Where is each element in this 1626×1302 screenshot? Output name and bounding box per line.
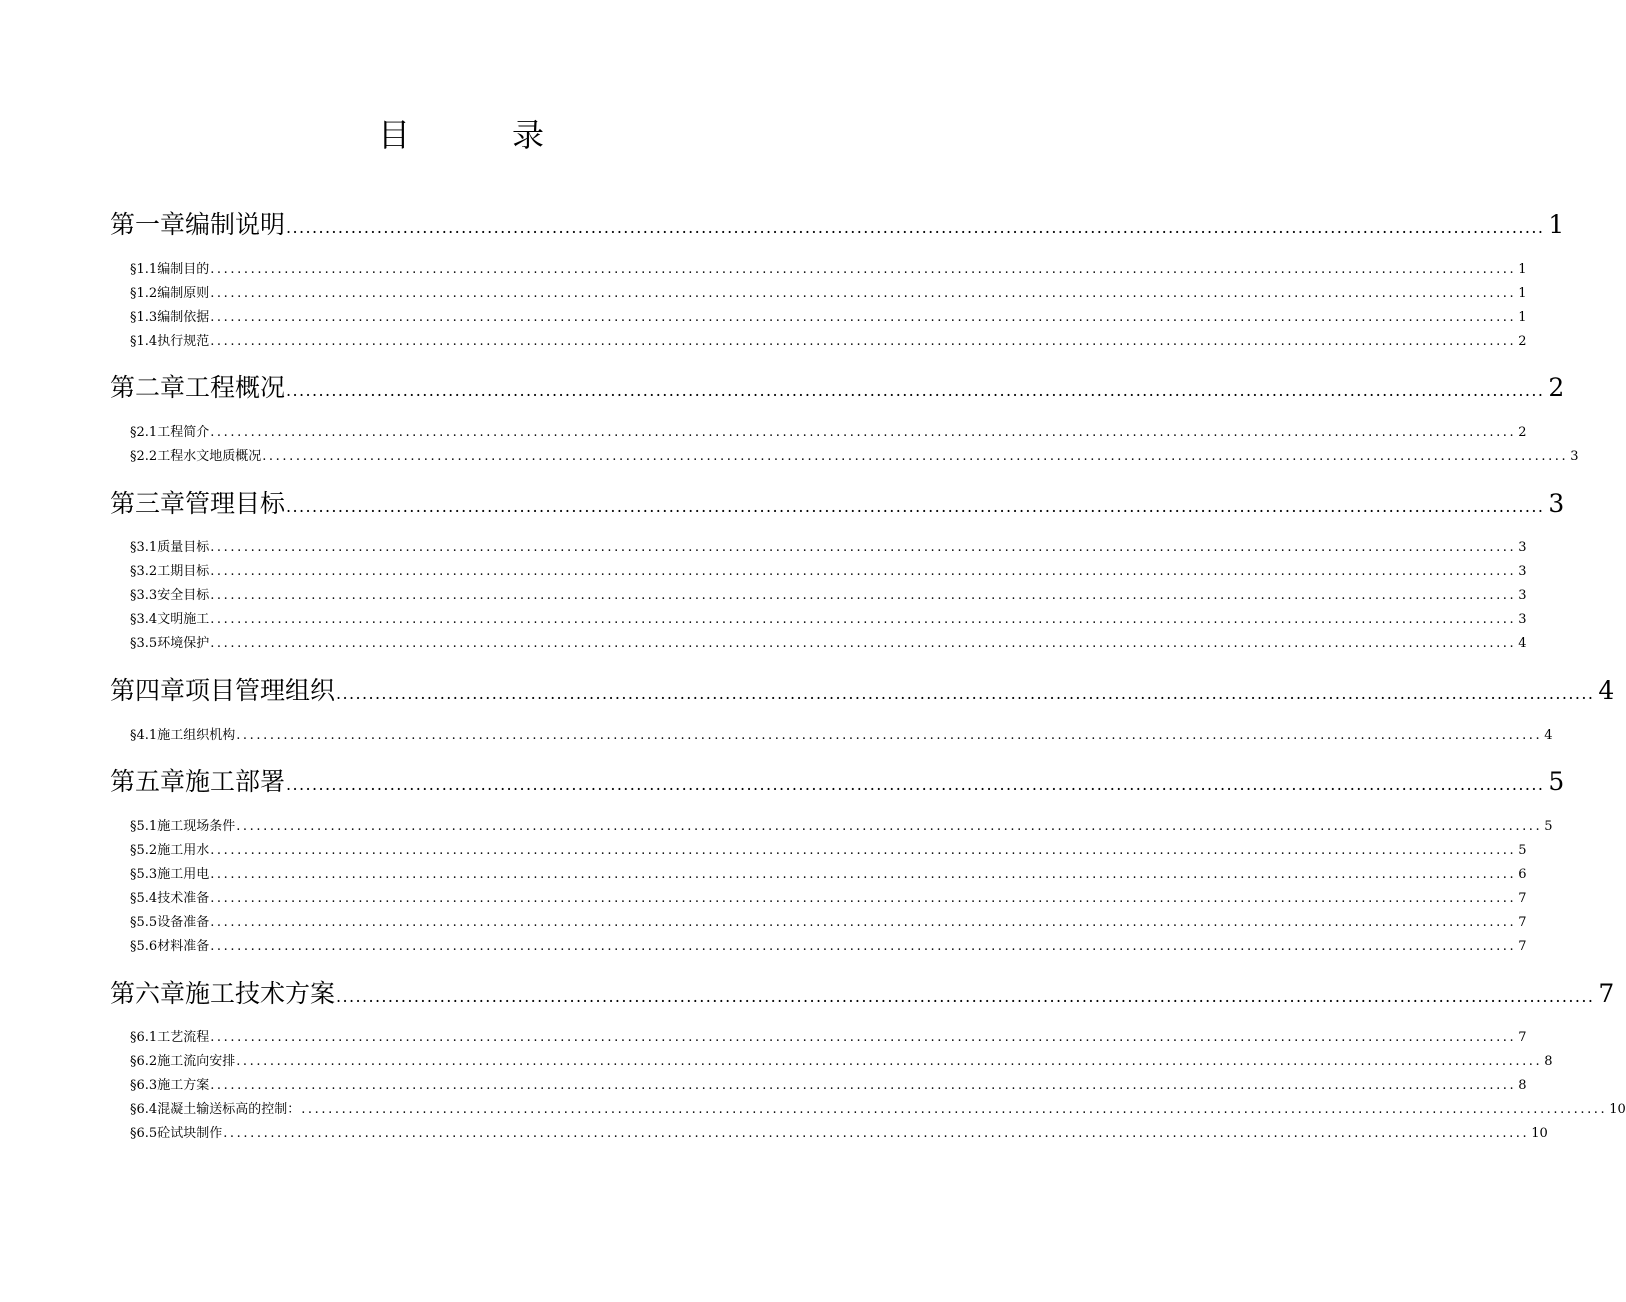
- chapter-number: 第二章: [110, 373, 186, 402]
- toc-title-char-1: 目: [378, 116, 411, 154]
- section-number: §1.3: [130, 310, 158, 325]
- section-number: §2.2: [130, 449, 158, 464]
- section-page-number: 8: [1518, 1078, 1527, 1093]
- dot-leader: ..................................................................................................................................................................................................: [286, 381, 1545, 400]
- section-page-number: 1: [1518, 262, 1527, 277]
- chapter-number: 第四章: [110, 676, 186, 705]
- dot-leader: ..................................................................................................................................................................................................: [336, 987, 1595, 1006]
- dot-leader: ..................................................................................................................................................................................................: [210, 286, 1517, 301]
- section-number: §6.3: [130, 1078, 158, 1093]
- section-page-number: 3: [1518, 588, 1527, 603]
- section-title: 施工组织机构: [157, 728, 236, 743]
- section-title: 工期目标: [157, 564, 210, 579]
- section-page-number: 4: [1518, 636, 1527, 651]
- section-title: 工程简介: [157, 425, 210, 440]
- section-number: §6.1: [130, 1030, 158, 1045]
- section-number: §5.2: [130, 843, 158, 858]
- dot-leader: ..................................................................................................................................................................................................: [210, 588, 1517, 603]
- section-number: §6.4: [130, 1102, 158, 1117]
- section-number: §3.5: [130, 636, 158, 651]
- dot-leader: ..................................................................................................................................................................................................: [236, 1054, 1543, 1069]
- section-title: 施工流向安排: [157, 1054, 236, 1069]
- section-page-number: 7: [1518, 1030, 1527, 1045]
- section-number: §5.5: [130, 915, 158, 930]
- section-page-number: 5: [1518, 843, 1527, 858]
- section-page-number: 2: [1518, 334, 1527, 349]
- section-title: 施工现场条件: [157, 819, 236, 834]
- dot-leader: ..................................................................................................................................................................................................: [210, 939, 1517, 954]
- chapter-number: 第六章: [110, 979, 186, 1008]
- section-number: §3.2: [130, 564, 158, 579]
- section-title: 编制目的: [157, 262, 210, 277]
- chapter-title: 工程概况: [185, 373, 286, 402]
- section-page-number: 6: [1518, 867, 1527, 882]
- chapter-number: 第五章: [110, 767, 186, 796]
- section-page-number: 10: [1531, 1126, 1548, 1141]
- section-number: §1.2: [130, 286, 158, 301]
- dot-leader: ..................................................................................................................................................................................................: [210, 867, 1517, 882]
- section-number: §5.4: [130, 891, 158, 906]
- section-page-number: 3: [1518, 612, 1527, 627]
- chapter-title: 施工技术方案: [185, 979, 336, 1008]
- section-number: §1.4: [130, 334, 158, 349]
- section-number: §2.1: [130, 425, 158, 440]
- chapter-page-number: 2: [1548, 373, 1565, 402]
- dot-leader: ..................................................................................................................................................................................................: [210, 540, 1517, 555]
- section-title: 材料准备: [157, 939, 210, 954]
- section-title: 施工用电: [157, 867, 210, 882]
- dot-leader: ..................................................................................................................................................................................................: [236, 728, 1543, 743]
- chapter-page-number: 4: [1598, 676, 1615, 705]
- section-number: §4.1: [130, 728, 158, 743]
- section-page-number: 3: [1570, 449, 1579, 464]
- section-page-number: 1: [1518, 286, 1527, 301]
- dot-leader: ..................................................................................................................................................................................................: [262, 449, 1569, 464]
- section-page-number: 3: [1518, 540, 1527, 555]
- chapter-title: 编制说明: [185, 210, 286, 239]
- dot-leader: ..................................................................................................................................................................................................: [236, 819, 1543, 834]
- section-title: 执行规范: [157, 334, 210, 349]
- section-page-number: 1: [1518, 310, 1527, 325]
- chapter-number: 第三章: [110, 489, 186, 518]
- section-number: §6.5: [130, 1126, 158, 1141]
- dot-leader: ..................................................................................................................................................................................................: [210, 310, 1517, 325]
- section-page-number: 2: [1518, 425, 1527, 440]
- dot-leader: ..................................................................................................................................................................................................: [223, 1126, 1530, 1141]
- chapter-page-number: 5: [1548, 767, 1565, 796]
- chapter-title: 施工部署: [185, 767, 286, 796]
- section-page-number: 7: [1518, 915, 1527, 930]
- dot-leader: ..................................................................................................................................................................................................: [286, 497, 1545, 516]
- dot-leader: ..................................................................................................................................................................................................: [210, 612, 1517, 627]
- section-title: 编制依据: [157, 310, 210, 325]
- dot-leader: ..................................................................................................................................................................................................: [336, 684, 1595, 703]
- chapter-page-number: 3: [1548, 489, 1565, 518]
- section-number: §3.1: [130, 540, 158, 555]
- section-page-number: 10: [1609, 1102, 1626, 1117]
- section-title: 砼试块制作: [157, 1126, 223, 1141]
- chapter-title: 管理目标: [185, 489, 286, 518]
- section-title: 质量目标: [157, 540, 210, 555]
- section-title: 施工方案: [157, 1078, 210, 1093]
- section-title: 编制原则: [157, 286, 210, 301]
- dot-leader: ..................................................................................................................................................................................................: [286, 775, 1545, 794]
- section-title: 工艺流程: [157, 1030, 210, 1045]
- toc-title-char-2: 录: [512, 116, 545, 154]
- dot-leader: ..................................................................................................................................................................................................: [210, 334, 1517, 349]
- chapter-number: 第一章: [110, 210, 186, 239]
- dot-leader: ..................................................................................................................................................................................................: [301, 1102, 1608, 1117]
- section-page-number: 5: [1544, 819, 1553, 834]
- dot-leader: ..................................................................................................................................................................................................: [210, 843, 1517, 858]
- section-title: 混凝土输送标高的控制：: [157, 1102, 301, 1117]
- section-title: 环境保护: [157, 636, 210, 651]
- chapter-page-number: 7: [1598, 979, 1615, 1008]
- dot-leader: ..................................................................................................................................................................................................: [286, 218, 1545, 237]
- chapter-page-number: 1: [1548, 210, 1565, 239]
- section-number: §5.1: [130, 819, 158, 834]
- section-title: 施工用水: [157, 843, 210, 858]
- dot-leader: ..................................................................................................................................................................................................: [210, 915, 1517, 930]
- section-title: 设备准备: [157, 915, 210, 930]
- dot-leader: ..................................................................................................................................................................................................: [210, 1030, 1517, 1045]
- section-number: §3.3: [130, 588, 158, 603]
- dot-leader: ..................................................................................................................................................................................................: [210, 262, 1517, 277]
- section-number: §3.4: [130, 612, 158, 627]
- section-title: 技术准备: [157, 891, 210, 906]
- section-title: 安全目标: [157, 588, 210, 603]
- section-number: §5.6: [130, 939, 158, 954]
- section-page-number: 3: [1518, 564, 1527, 579]
- dot-leader: ..................................................................................................................................................................................................: [210, 425, 1517, 440]
- dot-leader: ..................................................................................................................................................................................................: [210, 636, 1517, 651]
- chapter-title: 项目管理组织: [185, 676, 336, 705]
- dot-leader: ..................................................................................................................................................................................................: [210, 564, 1517, 579]
- dot-leader: ..................................................................................................................................................................................................: [210, 891, 1517, 906]
- dot-leader: ..................................................................................................................................................................................................: [210, 1078, 1517, 1093]
- section-page-number: 7: [1518, 891, 1527, 906]
- section-page-number: 4: [1544, 728, 1553, 743]
- section-number: §6.2: [130, 1054, 158, 1069]
- section-number: §5.3: [130, 867, 158, 882]
- section-title: 文明施工: [157, 612, 210, 627]
- section-page-number: 8: [1544, 1054, 1553, 1069]
- section-title: 工程水文地质概况: [157, 449, 262, 464]
- section-page-number: 7: [1518, 939, 1527, 954]
- section-number: §1.1: [130, 262, 158, 277]
